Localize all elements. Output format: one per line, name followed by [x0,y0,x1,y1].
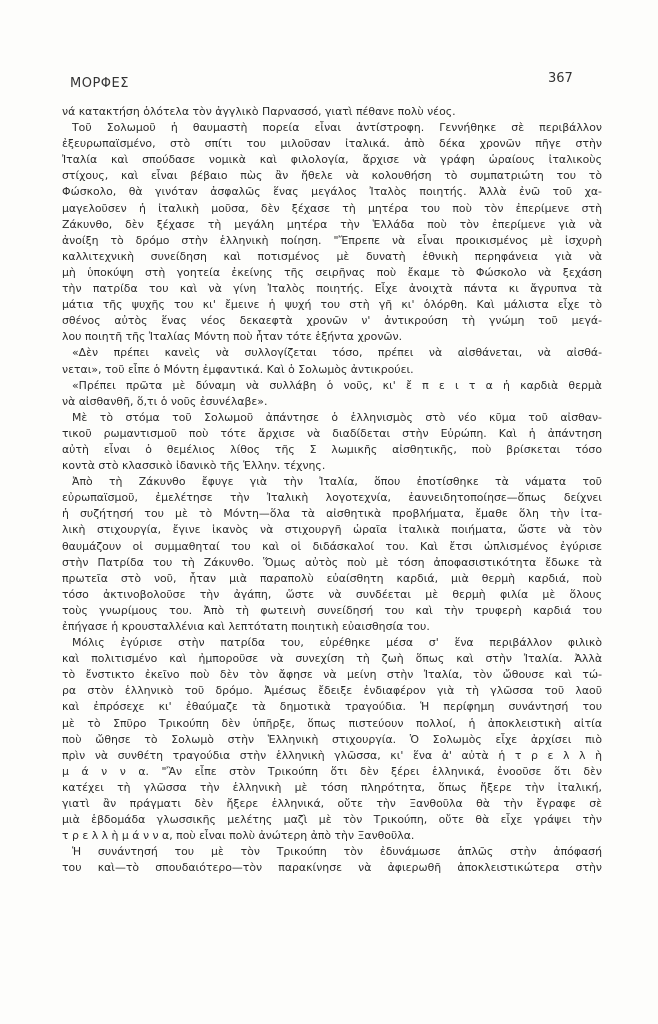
text-line: τοὺς γνωρίμους του. Ἀπὸ τὴ φωτεινὴ συνείδησή του καὶ τὴν τρυφερὴ καρδιά του [62,603,602,617]
text-line: Ἀπὸ τὴ Ζάκυνθο ἔφυγε γιὰ τὴν Ἰταλία, ὅπου ἐποτίσθηκε τὰ νάματα τοῦ [72,475,602,489]
text-line: νά κατακτήση ὁλότελα τὸν ἀγγλικὸ Παρνασσό, γιατὶ πέθανε πολὺ νέος. [62,105,456,118]
text-line: τικοῦ ρωμαντισμοῦ ποὺ τότε ἄρχισε νὰ διαδίδεται στὴν Εὐρώπη. Καὶ ἡ ἀπάντηση [62,426,602,440]
text-line: ρα στὸν ἑλληνικὸ τοῦ δρόμο. Ἀμέσως ἔδειξε ἐνδιαφέρον γιὰ τὴ γλῶσσα τοῦ λαοῦ [62,684,602,698]
text-line: καὶ ἐπρόσεχε κι' ἐθαύμαζε τὰ δημοτικὰ τραγούδια. Ἡ περίφημη συνάντησή του [62,700,602,714]
text-line: τ ρ ε λ λ ὴ μ ά ν ν α, ποὺ εἶναι πολὺ ἀνώτερη ἀπὸ τὴν Ξανθοῦλα. [62,829,415,843]
text-line: τόσο ἀκτινοβολοῦσε τὴν ἀγάπη, ὥστε νὰ συνδέεται μὲ θερμὴ φιλία μὲ ὅλους [62,587,602,601]
text-line: ἀνοίξη τὸ δρόμο στὴν ἑλληνικὴ ποίηση. "Ἔπρεπε νὰ εἶναι προικισμένος μὲ ἰσχυρὴ [62,233,602,247]
text-line: πρὶν νὰ συνθέτη τραγούδια στὴν ἑλληνικὴ γλῶσσα, κι' ἕνα ἀ' αὐτὰ ἡ τ ρ ε λ λ ὴ [62,748,602,762]
text-line: τὸ ἔνστικτο ἐκεῖνο ποὺ δὲν τὸν ἄφησε νὰ μείνη στὴν Ἰταλία, τὸν ὤθουσε καὶ τώ- [62,668,602,682]
text-line: εὐρωπαϊσμοῦ, ἐμελέτησε τὴν Ἰταλικὴ λογοτεχνία, ἐαυνειδητοποίησε—ὅπως δείχνει [62,491,602,505]
text-line: στίχους, καὶ εἶναι βέβαιο πὼς ἂν ἤθελε νὰ κολουθήση τὸ συμπατριώτη του τὸ [62,169,602,183]
text-line: θαυμάζουν οἱ συμμαθηταί του καὶ οἱ διδάσκαλοί του. Καὶ ἔτσι ὡπλισμένος ἐγύρισε [62,539,602,553]
text-line: Τοῦ Σολωμοῦ ἡ θαυμαστὴ πορεία εἶναι ἀντίστροφη. Γεννήθηκε σὲ περιβάλλον [72,121,602,135]
text-line: μάτια τῆς ψυχῆς του κι' ἔμεινε ἡ ψυχή του στὴ γῆ κι' ὁλόρθη. Καὶ μάλιστα εἶχε τὸ [62,298,602,312]
text-line: ἐξευρωπαϊσμένο, στὸ σπίτι του μιλοῦσαν ἰταλικά. ἀπὸ δέκα χρονῶν πῆγε στὴν [62,137,602,151]
text-line: μὴ ὑποκύψη στὴ γοητεία ἐκείνης τῆς σειρῆνας ποὺ ἔκαμε τὸ Φώσκολο νὰ ξεχάση [62,265,602,279]
text-line: καλλιτεχνικὴ συνείδηση καὶ ποτισμένος μὲ δυνατὴ ἐθνικὴ περηφάνεια γιὰ νὰ [62,249,602,263]
text-line: μιὰ ἑβδομάδα γλωσσικῆς μελέτης μαζὶ μὲ τὸν Τρικούπη, οὔτε θὰ εἶχε γράψει τὴν [62,813,602,827]
text-line: λικὴ στιχουργία, ἔγινε ἱκανὸς νὰ στιχουργῆ ὡραῖα ἰταλικὰ ποιήματα, ὥστε νὰ τὸν [62,523,602,537]
text-line: κοντὰ στὸ κλασσικὸ ἰδανικὸ τῆς Ἑλλην. τέχνης. [62,459,326,473]
text-line: «Δὲν πρέπει κανεὶς νὰ συλλογίζεται τόσο, πρέπει νὰ αἰσθάνεται, νὰ αἰσθά- [72,346,602,360]
text-line: μὲ τὸ Σπῦρο Τρικούπη δὲν ὑπῆρξε, ὅπως πιστεύουν πολλοί, ἡ ἀποκλειστικὴ αἰτία [62,716,602,730]
text-line: του καὶ—τὸ σπουδαιότερο—τὸν παρακίνησε νὰ ἀφιερωθῆ ἀποκλειστικώτερα στὴν [62,861,602,875]
running-head: ΜΟΡΦΕΣ [70,76,129,91]
text-line: ἐπήγασε ἡ κρουσταλλένια καὶ λεπτότατη ποιητικὴ εὐαισθησία του. [62,620,430,633]
text-line: στὴν Πατρίδα του τὴ Ζάκυνθο. Ὅμως αὐτὸς ποὺ μὲ τόση ἀποφασιστικότητα ἔδωκε τὰ [62,555,602,569]
text-line: τὴν πατρίδα του καὶ νὰ γίνη Ἰταλὸς ποιητής. Εἶχε ἀνοιχτὰ πάντα κι ἄγρυπνα τὰ [62,282,602,296]
text-line: Ἰταλία καὶ σπούδασε νομικὰ καὶ φιλολογία, ἄρχισε νὰ γράφη ὡραίους ἰταλικοὺς [62,153,602,167]
text-line: μ ά ν ν α. "Ἂν εἶπε στὸν Τρικούπη ὅτι δὲν ξέρει ἑλληνικά, ἐνοοῦσε ὅτι δὲν [62,764,602,778]
page-number: 367 [548,71,573,86]
text-line: αὐτὴ εἶναι ὁ θεμέλιος λίθος τῆς Σ λωμικῆς αἰσθητικῆς, ποὺ βρίσκεται τόσο [62,442,602,456]
text-line: σθένος αὐτὸς ἕνας νέος δεκαεφτὰ χρονῶν ν' ἀντικρούση τὴ γνώμη τοῦ μεγά- [62,314,602,328]
text-line: γιατὶ ἂν πράγματι δὲν ἤξερε ἑλληνικά, οὔτε τὴν Ξανθοῦλα θὰ τὴν ἔγραφε σὲ [62,797,602,811]
text-line: νὰ αἰσθανθῆ, ὅ,τι ὁ νοῦς ἐσυνέλαβε». [62,394,268,408]
text-line: «Πρέπει πρῶτα μὲ δύναμη νὰ συλλάβη ὁ νοῦς, κι' ἔ π ε ι τ α ἡ καρδιὰ θερμὰ [72,378,602,392]
text-line: Ζάκυνθο, δὲν ξέχασε τὴ μεγάλη μητέρα τὴν Ἑλλάδα ποὺ τὸν ἐπερίμενε γιὰ νὰ [62,217,602,231]
body-text [62,104,602,877]
text-line: πρωτεῖα στὸ νοῦ, ἦταν μιὰ παραπολὺ εὐαίσθητη καρδιά, μιὰ θερμὴ καρδιά, ποὺ [62,571,602,585]
text-line: κατέχει τὴ γλῶσσα τὴν ἑλληνικὴ μὲ τόση πληρότητα, ὅπως ἤξερε τὴν ἰταλική, [62,780,602,794]
text-line: Μόλις ἐγύρισε στὴν πατρίδα του, εὑρέθηκε μέσα σ' ἕνα περιβάλλον φιλικὸ [72,636,602,650]
text-line: νεται», τοῦ εἶπε ὁ Μόντη ἐμφαντικά. Καὶ ὁ Σολωμὸς ἀντικρούει. [62,362,414,376]
text-line: Φώσκολο, θὰ γινόταν ἀσφαλῶς ἕνας μεγάλος Ἰταλὸς ποιητής. Ἀλλὰ ἐνῶ τοῦ χα- [62,185,602,199]
text-line: Ἡ συνάντησή του μὲ τὸν Τρικούπη τὸν ἐδυνάμωσε ἁπλῶς στὴν ἀπόφασή [72,845,602,859]
text-line: λου ποιητῆ τῆς Ἰταλίας Μόντη ποὺ ἦταν τότε ἑξήντα χρονῶν. [62,330,403,344]
text-line: ποὺ ὤθησε τὸ Σολωμὸ στὴν Ἑλληνικὴ στιχουργία. Ὁ Σολωμὸς εἶχε ἀρχίσει πιὸ [62,732,602,746]
text-line: καὶ πολιτισμένο καὶ ἠμποροῦσε νὰ συνεχίση τὴ ζωὴ ὅπως καὶ στὴν Ἰταλία. Ἀλλὰ [62,652,602,666]
text-line: μαγελοῦσεν ἡ ἰταλικὴ μοῦσα, δὲν ξέχασε τὴ μητέρα του ποὺ τὸν ἐπερίμενε στὴ [62,201,602,215]
text-line: ἡ συζήτησή του μὲ τὸ Μόντη—ὅλα τὰ αἰσθητικὰ προβλήματα, ἔμαθε ὅλη τὴν ἰτα- [62,507,602,521]
text-line: Μὲ τὸ στόμα τοῦ Σολωμοῦ ἀπάντησε ὁ ἑλληνισμὸς στὸ νέο κῦμα τοῦ αἰσθαν- [72,410,602,424]
